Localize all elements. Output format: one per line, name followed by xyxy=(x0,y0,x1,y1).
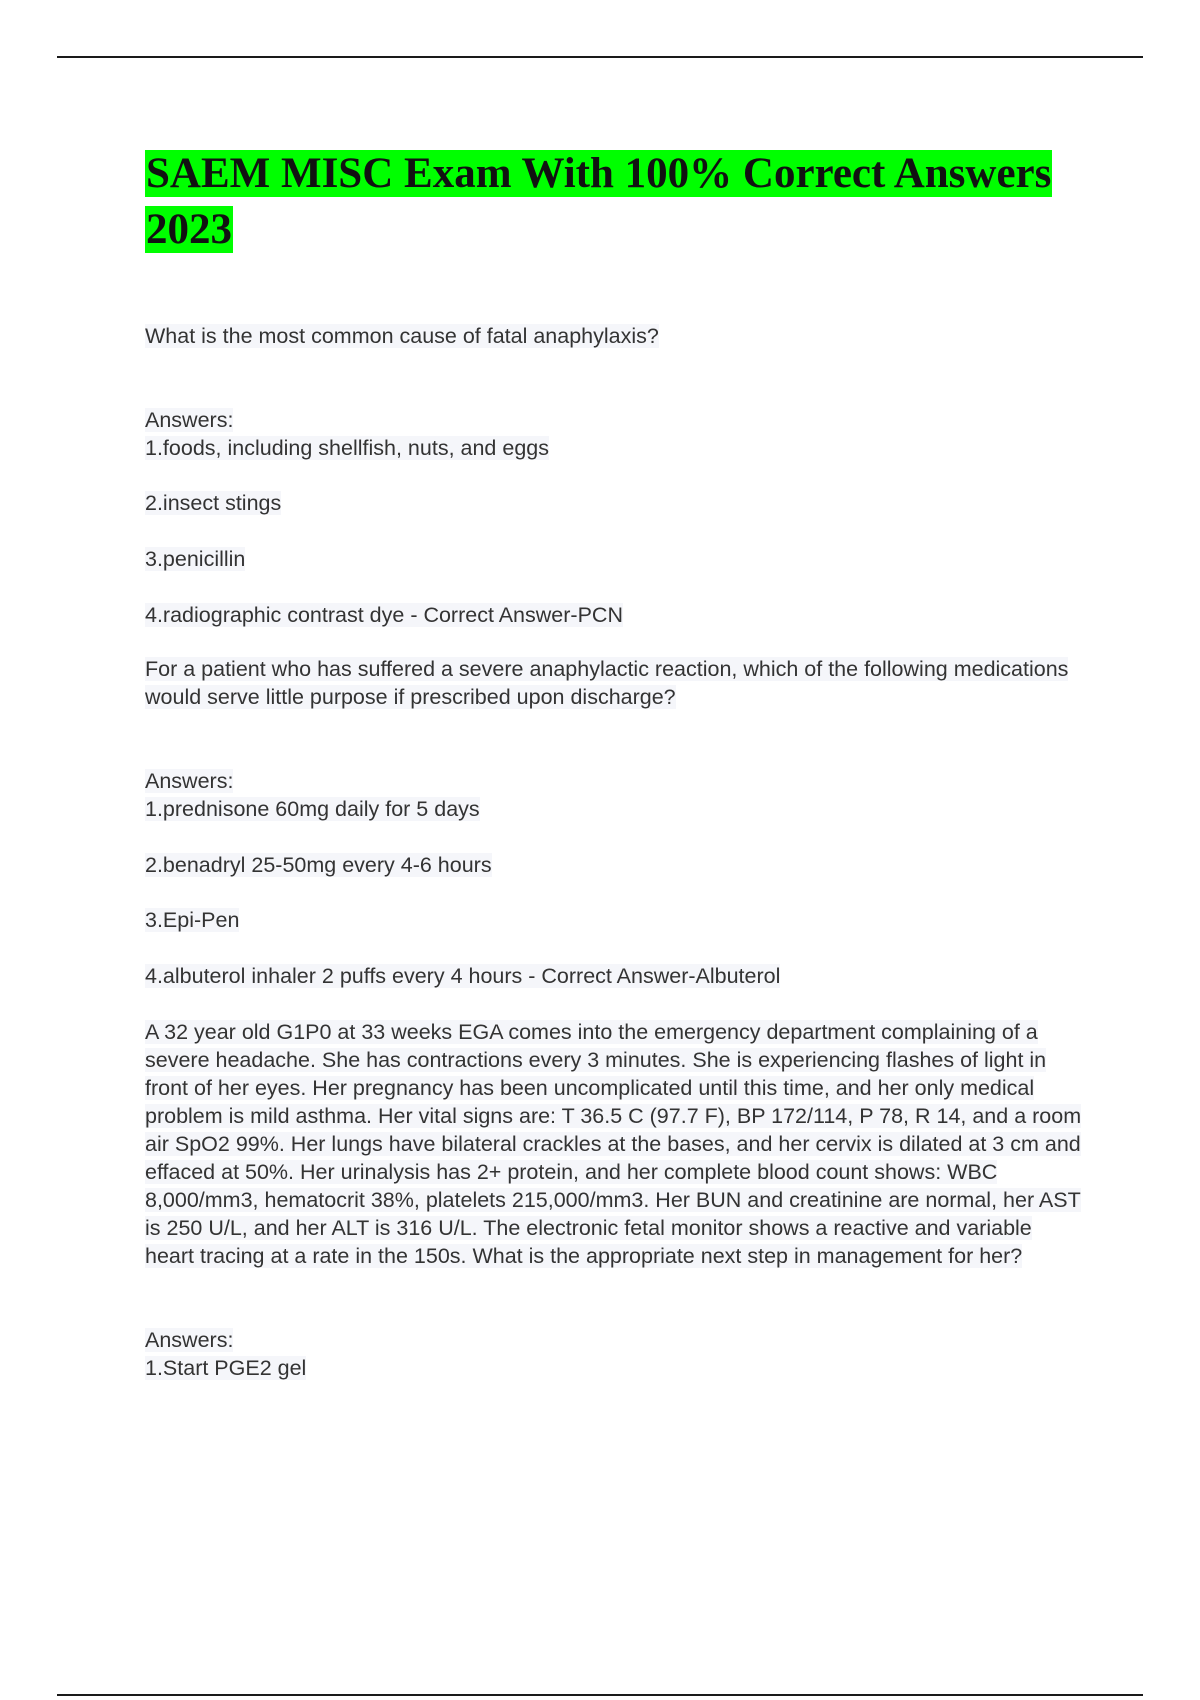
document-body xyxy=(145,146,1085,1382)
q1-option-2: 2.insect stings xyxy=(145,491,282,515)
q1-option-1: 1.foods, including shellfish, nuts, and eggs xyxy=(145,436,549,460)
question-2: For a patient who has suffered a severe anaphylactic reaction, which of the following medications would serve little purpose if prescribed upon discharge? xyxy=(145,657,1069,709)
question-1: What is the most common cause of fatal anaphylaxis? xyxy=(145,324,659,348)
answers-label-2: Answers: xyxy=(145,769,234,793)
q1-option-3: 3.penicillin xyxy=(145,547,246,571)
answers-label-3: Answers: xyxy=(145,1328,234,1352)
header-rule xyxy=(57,56,1143,58)
answers-label-1: Answers: xyxy=(145,408,234,432)
q2-option-4: 4.albuterol inhaler 2 puffs every 4 hours - Correct Answer-Albuterol xyxy=(145,964,781,988)
q2-option-2: 2.benadryl 25-50mg every 4-6 hours xyxy=(145,853,492,877)
q3-option-1: 1.Start PGE2 gel xyxy=(145,1356,307,1380)
q2-option-1: 1.prednisone 60mg daily for 5 days xyxy=(145,797,480,821)
document-title xyxy=(145,146,1085,258)
footer-rule xyxy=(57,1694,1143,1696)
q2-option-3: 3.Epi-Pen xyxy=(145,908,240,932)
title-highlight: SAEM MISC Exam With 100% Correct Answers 2023 xyxy=(146,150,1052,253)
question-3: A 32 year old G1P0 at 33 weeks EGA comes into the emergency department complaining of a severe headache. She has contractions every 3 minutes. She is experiencing flashes of light in front of her eyes. Her pregnancy has been uncomplicated until this time, and her only medical problem is mild asthma. Her vital signs are: T 36.5 C (97.7 F), BP 172/114, P 78, R 14, and a room air SpO2 99%. Her lungs have bilateral crackles at the bases, and her cervix is dilated at 3 cm and effaced at 50%. Her urinalysis has 2+ protein, and her complete blood count shows: WBC 8,000/mm3, hematocrit 38%, platelets 215,000/mm3. Her BUN and creatinine are normal, her AST is 250 U/L, and her ALT is 316 U/L. The electronic fetal monitor shows a reactive and variable heart tracing at a rate in the 150s. What is the appropriate next step in management for her? xyxy=(145,1020,1082,1268)
q1-option-4: 4.radiographic contrast dye - Correct Answer-PCN xyxy=(145,603,623,627)
